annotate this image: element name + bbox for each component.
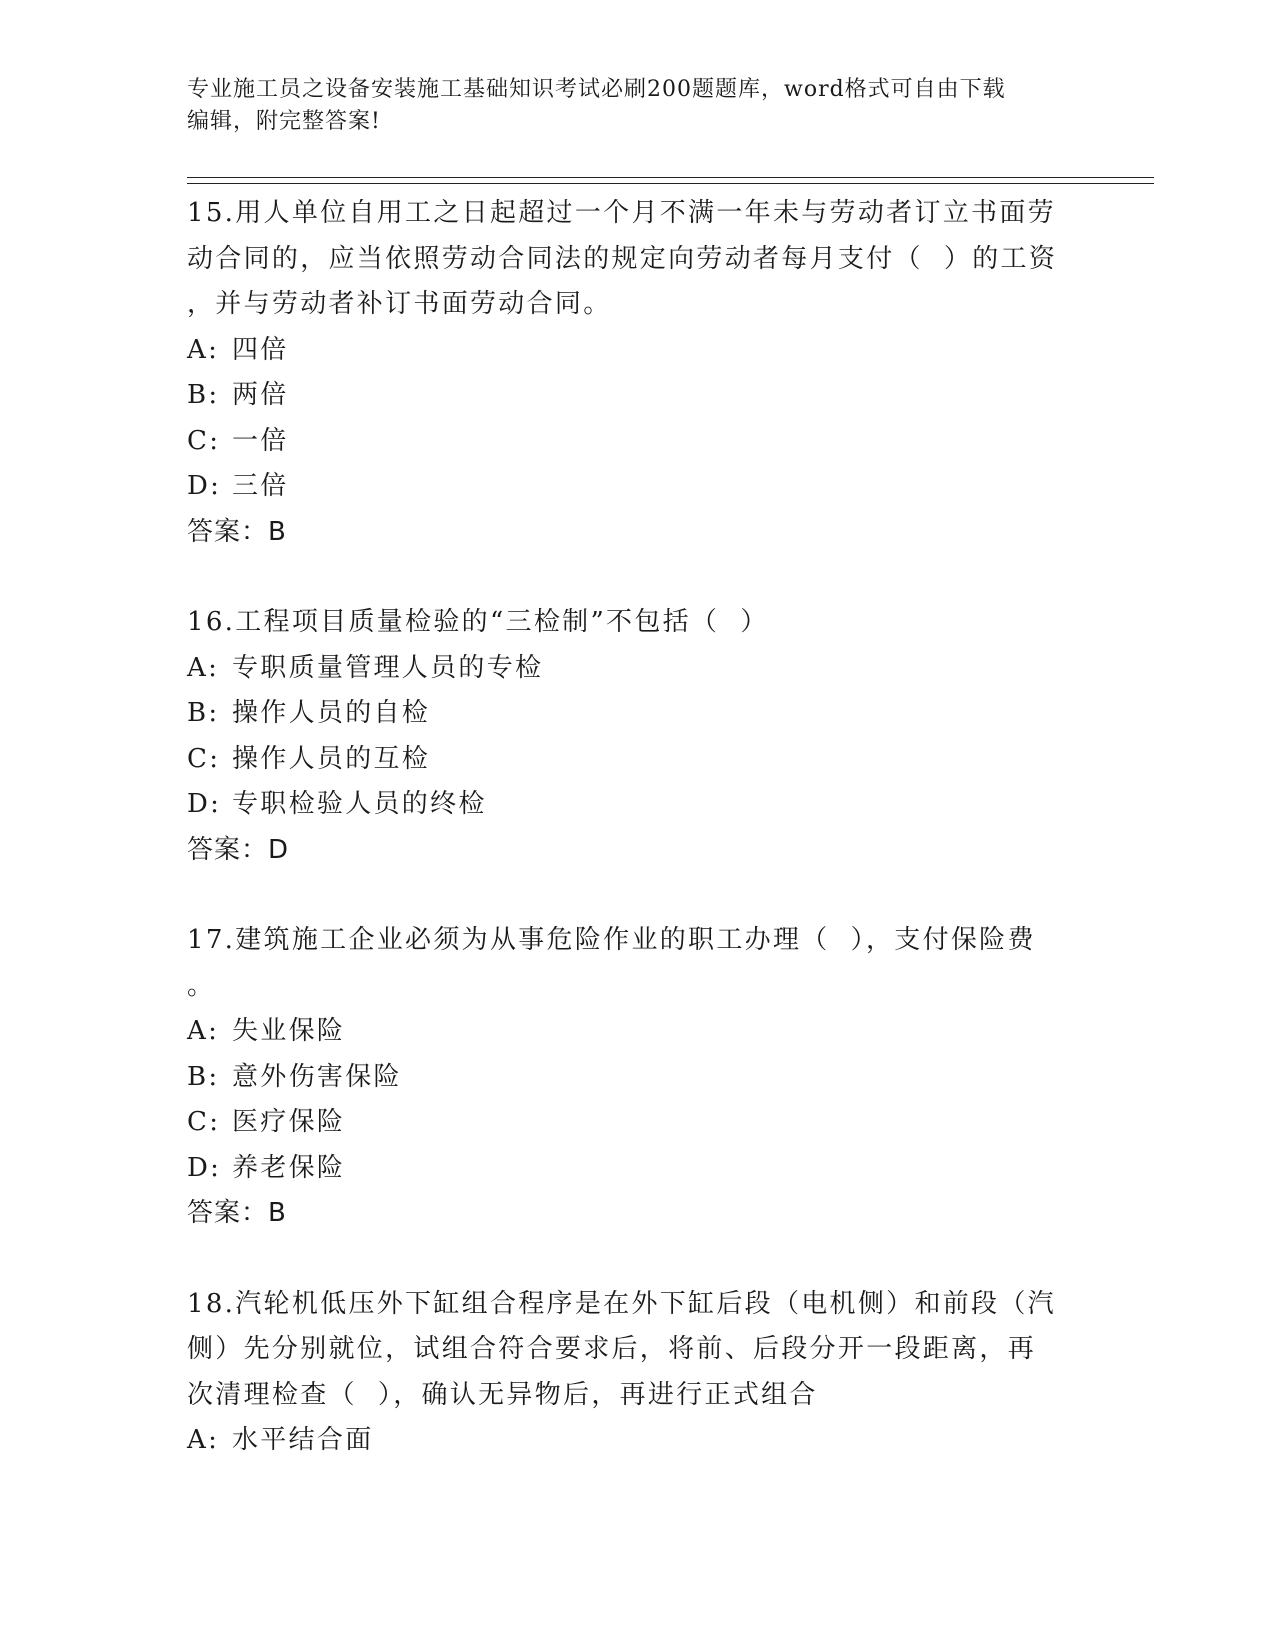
option-letter: C: (187, 425, 221, 456)
answer-option (187, 1418, 1087, 1464)
answer-option (187, 691, 1087, 737)
question-list (187, 191, 1087, 1509)
question-stem-line: ，并与劳动者补订书面劳动合同。 (187, 289, 612, 319)
option-text: 专职检验人员的终检 (232, 789, 487, 819)
question-block (187, 191, 1087, 555)
option-text: 养老保险 (232, 1152, 346, 1183)
question-stem-line: 动合同的，应当依照劳动合同法的规定向劳动者每月支付（ ）的工资 (187, 243, 1058, 274)
option-letter: D: (187, 471, 222, 501)
option-letter: C: (187, 743, 221, 774)
header-title-line-1: 专业施工员之设备安装施工基础知识考试必刷200题题库，word格式可自由下载 (187, 77, 1006, 102)
option-text: 专职质量管理人员的专检 (232, 652, 544, 683)
option-text: 操作人员的互检 (232, 743, 431, 774)
option-text: 一倍 (232, 425, 289, 456)
answer-option (187, 737, 1087, 783)
option-text: 四倍 (232, 334, 289, 365)
answer-option (187, 419, 1087, 465)
option-text: 医疗保险 (232, 1107, 346, 1137)
question-stem-line: 16.工程项目质量检验的“三检制”不包括（ ） (187, 607, 769, 637)
question-stem-line: 15.用人单位自用工之日起超过一个月不满一年未与劳动者订立书面劳 (187, 198, 1056, 228)
option-letter: A: (187, 652, 220, 683)
option-letter: A: (187, 334, 220, 365)
question-stem-line: 。 (187, 970, 216, 1001)
question-block (187, 918, 1087, 1237)
option-text: 两倍 (232, 380, 289, 410)
document-header (187, 74, 1087, 138)
option-letter: B: (187, 1061, 220, 1092)
question-block (187, 600, 1087, 873)
option-text: 操作人员的自检 (232, 698, 431, 728)
answer-option (187, 1009, 1087, 1055)
question-stem-line: 次清理检查（ ），确认无异物后，再进行正式组合 (187, 1379, 818, 1410)
option-letter: B: (187, 380, 220, 410)
answer-option (187, 464, 1087, 510)
answer-option (187, 1100, 1087, 1146)
option-letter: A: (187, 1016, 220, 1046)
option-letter: D: (187, 1152, 222, 1183)
header-divider-bottom (187, 183, 1154, 184)
question-stem-line: 18.汽轮机低压外下缸组合程序是在外下缸后段（电机侧）和前段（汽 (187, 1288, 1056, 1319)
answer-key: 答案：B (187, 1198, 287, 1228)
option-letter: C: (187, 1107, 221, 1137)
answer-option (187, 373, 1087, 419)
option-text: 三倍 (232, 471, 289, 501)
option-text: 水平结合面 (232, 1425, 374, 1455)
option-letter: A: (187, 1425, 220, 1455)
answer-option (187, 782, 1087, 828)
answer-option (187, 1055, 1087, 1101)
option-text: 失业保险 (232, 1016, 346, 1046)
option-letter: B: (187, 698, 220, 728)
answer-key: 答案：D (187, 834, 290, 865)
answer-option (187, 646, 1087, 692)
header-divider-top (187, 177, 1154, 178)
answer-option (187, 1146, 1087, 1192)
option-letter: D: (187, 789, 222, 819)
answer-key: 答案：B (187, 516, 287, 547)
header-title-line-2: 编辑，附完整答案! (187, 109, 381, 134)
option-text: 意外伤害保险 (232, 1061, 402, 1092)
question-block (187, 1282, 1087, 1464)
question-stem-line: 侧）先分别就位，试组合符合要求后，将前、后段分开一段距离，再 (187, 1334, 1037, 1364)
question-stem-line: 17.建筑施工企业必须为从事危险作业的职工办理（ ），支付保险费 (187, 925, 1036, 955)
answer-option (187, 328, 1087, 374)
